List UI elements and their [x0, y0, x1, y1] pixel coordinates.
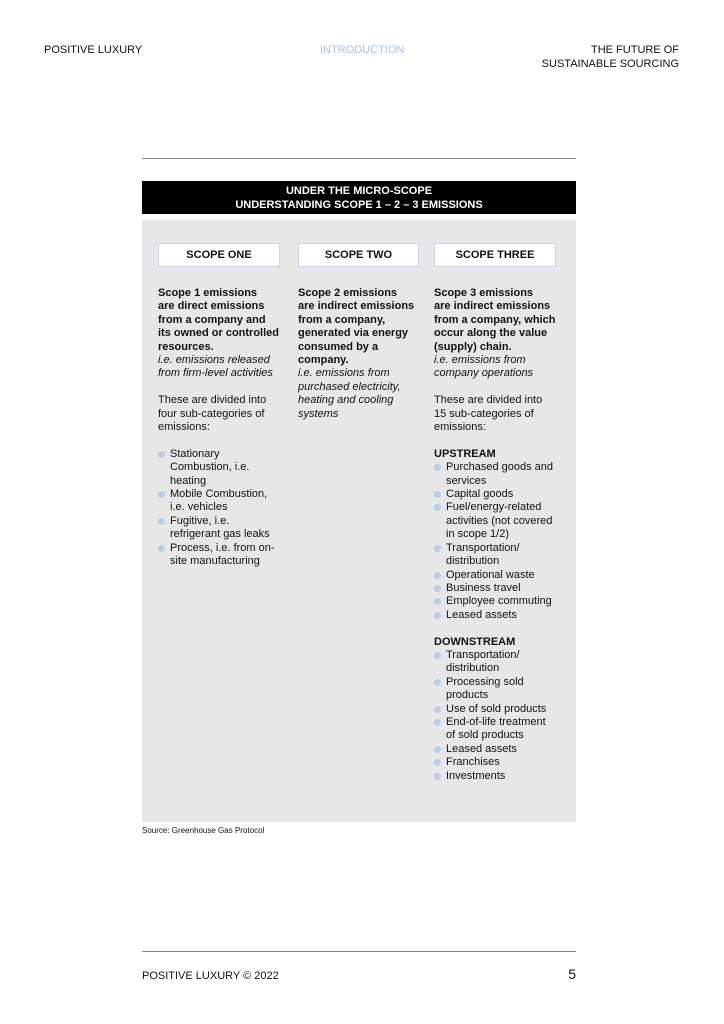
definition-line: Scope 2 emissions — [298, 287, 398, 299]
list-item — [434, 770, 564, 783]
scope-one-column — [158, 287, 286, 569]
subcategory-intro-line: emissions: — [434, 421, 486, 434]
example-line: heating and cooling — [298, 394, 394, 407]
list-item-line: Leased assets — [446, 608, 517, 621]
list-item-line: services — [446, 474, 487, 487]
list-item-line: Fugitive, i.e. — [170, 514, 230, 527]
subcategory-intro-line: These are divided into — [434, 394, 543, 407]
list-item-line: Process, i.e. from on- — [170, 541, 275, 554]
footer-copyright: POSITIVE LUXURY © 2022 — [142, 970, 279, 982]
spacer — [434, 381, 564, 394]
list-item-line: Use of sold products — [446, 702, 547, 715]
scope-one-heading: SCOPE ONE — [158, 243, 280, 267]
example-line: from firm-level activities — [158, 367, 273, 380]
list-item — [434, 743, 564, 756]
example-line: systems — [298, 407, 339, 420]
example-line: company operations — [434, 367, 534, 380]
scope-two-heading: SCOPE TWO — [298, 243, 419, 267]
source-note: Source: Greenhouse Gas Protocol — [142, 826, 265, 835]
scope-three-column — [434, 287, 564, 783]
list-item-line: Purchased goods and — [446, 461, 554, 474]
spacer — [158, 434, 286, 447]
scope-two-column — [298, 287, 426, 421]
list-item-line: Fuel/energy-related — [446, 501, 542, 514]
definition-line: its owned or controlled — [158, 327, 280, 340]
box-title-line2: UNDERSTANDING SCOPE 1 – 2 – 3 EMISSIONS — [235, 199, 483, 211]
box-title-line1: UNDER THE MICRO-SCOPE — [285, 185, 433, 197]
list-item-line: distribution — [446, 555, 500, 568]
list-item — [434, 676, 564, 703]
list-item-line: of sold products — [446, 729, 524, 742]
definition-line: consumed by a — [298, 340, 379, 353]
subcategory-intro-line: These are divided into — [158, 394, 267, 407]
spacer — [434, 434, 564, 447]
definition-line: resources. — [158, 340, 214, 353]
scope-three-heading: SCOPE THREE — [434, 243, 556, 267]
list-item-line: Employee commuting — [446, 595, 552, 608]
list-item — [434, 756, 564, 769]
upstream-heading: UPSTREAM — [434, 447, 496, 460]
list-item — [434, 569, 564, 582]
list-item-line: End-of-life treatment — [446, 715, 546, 728]
list-item — [434, 716, 564, 743]
header-title-line1: THE FUTURE OF — [591, 44, 679, 56]
list-item-line: Transportation/ — [446, 648, 520, 661]
definition-line: are direct emissions — [158, 300, 265, 313]
bullet-list — [434, 649, 564, 783]
top-divider — [142, 158, 576, 159]
definition-line: from a company and — [158, 313, 266, 326]
downstream-heading: DOWNSTREAM — [434, 635, 516, 648]
header-title-line2: SUSTAINABLE SOURCING — [541, 58, 679, 70]
list-item-line: refrigerant gas leaks — [170, 528, 270, 541]
list-item-line: Investments — [446, 769, 506, 782]
list-item — [158, 515, 286, 542]
list-item-line: Processing sold — [446, 675, 524, 688]
list-item-line: Transportation/ — [446, 541, 520, 554]
list-item-line: Leased assets — [446, 742, 517, 755]
list-item-line: Stationary — [170, 447, 220, 460]
definition-line: from a company, which — [434, 313, 556, 326]
list-item — [434, 595, 564, 608]
list-item — [434, 461, 564, 488]
definition-line: company. — [298, 354, 349, 367]
definition-line: Scope 1 emissions — [158, 287, 258, 299]
list-item-line: i.e. vehicles — [170, 501, 228, 514]
page-number: 5 — [568, 966, 576, 982]
list-item — [158, 448, 286, 488]
list-item-line: Operational waste — [446, 568, 535, 581]
list-item-line: heating — [170, 474, 207, 487]
header-report-title — [542, 43, 679, 71]
definition-line: Scope 3 emissions — [434, 287, 534, 299]
list-item — [434, 582, 564, 595]
list-item-line: site manufacturing — [170, 555, 260, 568]
definition-line: are indirect emissions — [434, 300, 551, 313]
list-item — [434, 703, 564, 716]
list-item-line: Franchises — [446, 756, 500, 769]
subcategory-intro-line: emissions: — [158, 421, 210, 434]
list-item-line: distribution — [446, 662, 500, 675]
header-section: INTRODUCTION — [320, 44, 405, 56]
box-title-bar — [142, 181, 576, 214]
definition-line: generated via energy — [298, 327, 409, 340]
example-line: i.e. emissions released — [158, 354, 270, 367]
definition-line: (supply) chain. — [434, 340, 512, 353]
header-brand: POSITIVE LUXURY — [44, 44, 143, 56]
list-item-line: in scope 1/2) — [446, 528, 509, 541]
list-item-line: Combustion, i.e. — [170, 461, 250, 474]
list-item-line: activities (not covered — [446, 514, 553, 527]
example-line: purchased electricity, — [298, 380, 401, 393]
spacer — [158, 381, 286, 394]
list-item — [434, 501, 564, 541]
list-item — [158, 488, 286, 515]
definition-line: occur along the value — [434, 327, 548, 340]
list-item — [158, 542, 286, 569]
list-item-line: products — [446, 689, 489, 702]
list-item — [434, 649, 564, 676]
subcategory-intro-line: 15 sub-categories of — [434, 407, 534, 420]
bullet-list — [434, 461, 564, 622]
list-item-line: Business travel — [446, 581, 521, 594]
list-item — [434, 542, 564, 569]
list-item-line: Capital goods — [446, 488, 514, 501]
definition-line: are indirect emissions — [298, 300, 415, 313]
list-item — [434, 609, 564, 622]
list-item — [434, 488, 564, 501]
definition-line: from a company, — [298, 313, 386, 326]
example-line: i.e. emissions from — [434, 354, 526, 367]
spacer — [434, 622, 564, 635]
example-line: i.e. emissions from — [298, 367, 390, 380]
subcategory-intro-line: four sub-categories of — [158, 407, 265, 420]
bullet-list — [158, 448, 286, 569]
list-item-line: Mobile Combustion, — [170, 488, 268, 501]
bottom-divider — [142, 951, 576, 952]
